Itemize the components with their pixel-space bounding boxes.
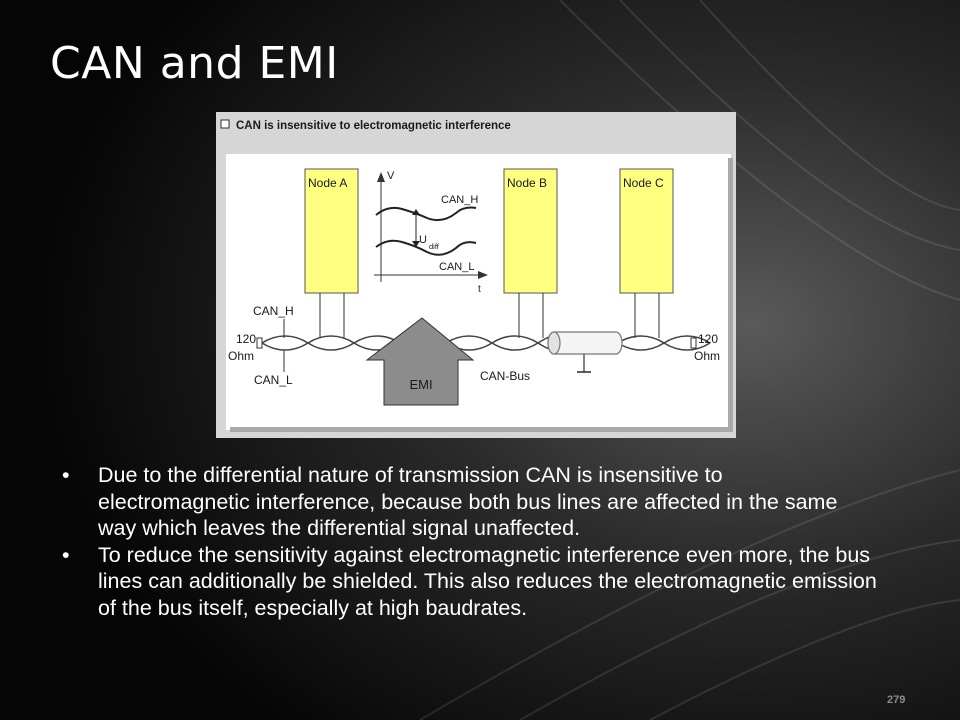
term-right-unit: Ohm <box>694 349 721 363</box>
figure-header: CAN is insensitive to electromagnetic interference <box>236 120 511 132</box>
t-axis-label: t <box>478 284 481 295</box>
bus-can-l-label: CAN_L <box>254 373 293 387</box>
graph-can-l-label: CAN_L <box>439 261 475 273</box>
term-left-unit: Ohm <box>228 349 255 363</box>
termination-right <box>691 338 696 348</box>
bullet-list <box>62 462 877 621</box>
bullet-shielding: • To reduce the sensitivity against electromagnetic interference even more, the bus lines can additionally be shielded. This also reduces the electromagnetic emission of the bus itself, especially at high baudrates. <box>62 542 877 622</box>
node-b-label: Node B <box>507 176 548 190</box>
panel-shadow-right <box>728 158 733 432</box>
graph-can-h-label: CAN_H <box>441 194 479 206</box>
header-checkbox-icon <box>221 120 229 128</box>
termination-left <box>257 338 262 348</box>
slide-number: 279 <box>887 694 906 706</box>
bus-can-h-label: CAN_H <box>253 304 294 318</box>
can-bus-label: CAN-Bus <box>480 369 531 383</box>
bullet-differential: • Due to the differential nature of transmission CAN is insensitive to electromagnetic interference, because both bus lines are affected in the same way which leaves the differential signal unaffected. <box>62 462 877 542</box>
term-left-value: 120 <box>236 332 257 346</box>
can-emi-diagram <box>216 112 736 438</box>
panel-shadow-bottom <box>230 427 733 432</box>
u-label: U <box>419 234 427 246</box>
v-axis-label: V <box>387 170 395 182</box>
slide-title: CAN and EMI <box>50 38 339 89</box>
node-c-label: Node C <box>623 176 664 190</box>
emi-label: EMI <box>409 377 433 392</box>
node-a-label: Node A <box>308 176 348 190</box>
term-right-value: 120 <box>698 332 719 346</box>
diff-subscript: diff <box>429 242 439 251</box>
